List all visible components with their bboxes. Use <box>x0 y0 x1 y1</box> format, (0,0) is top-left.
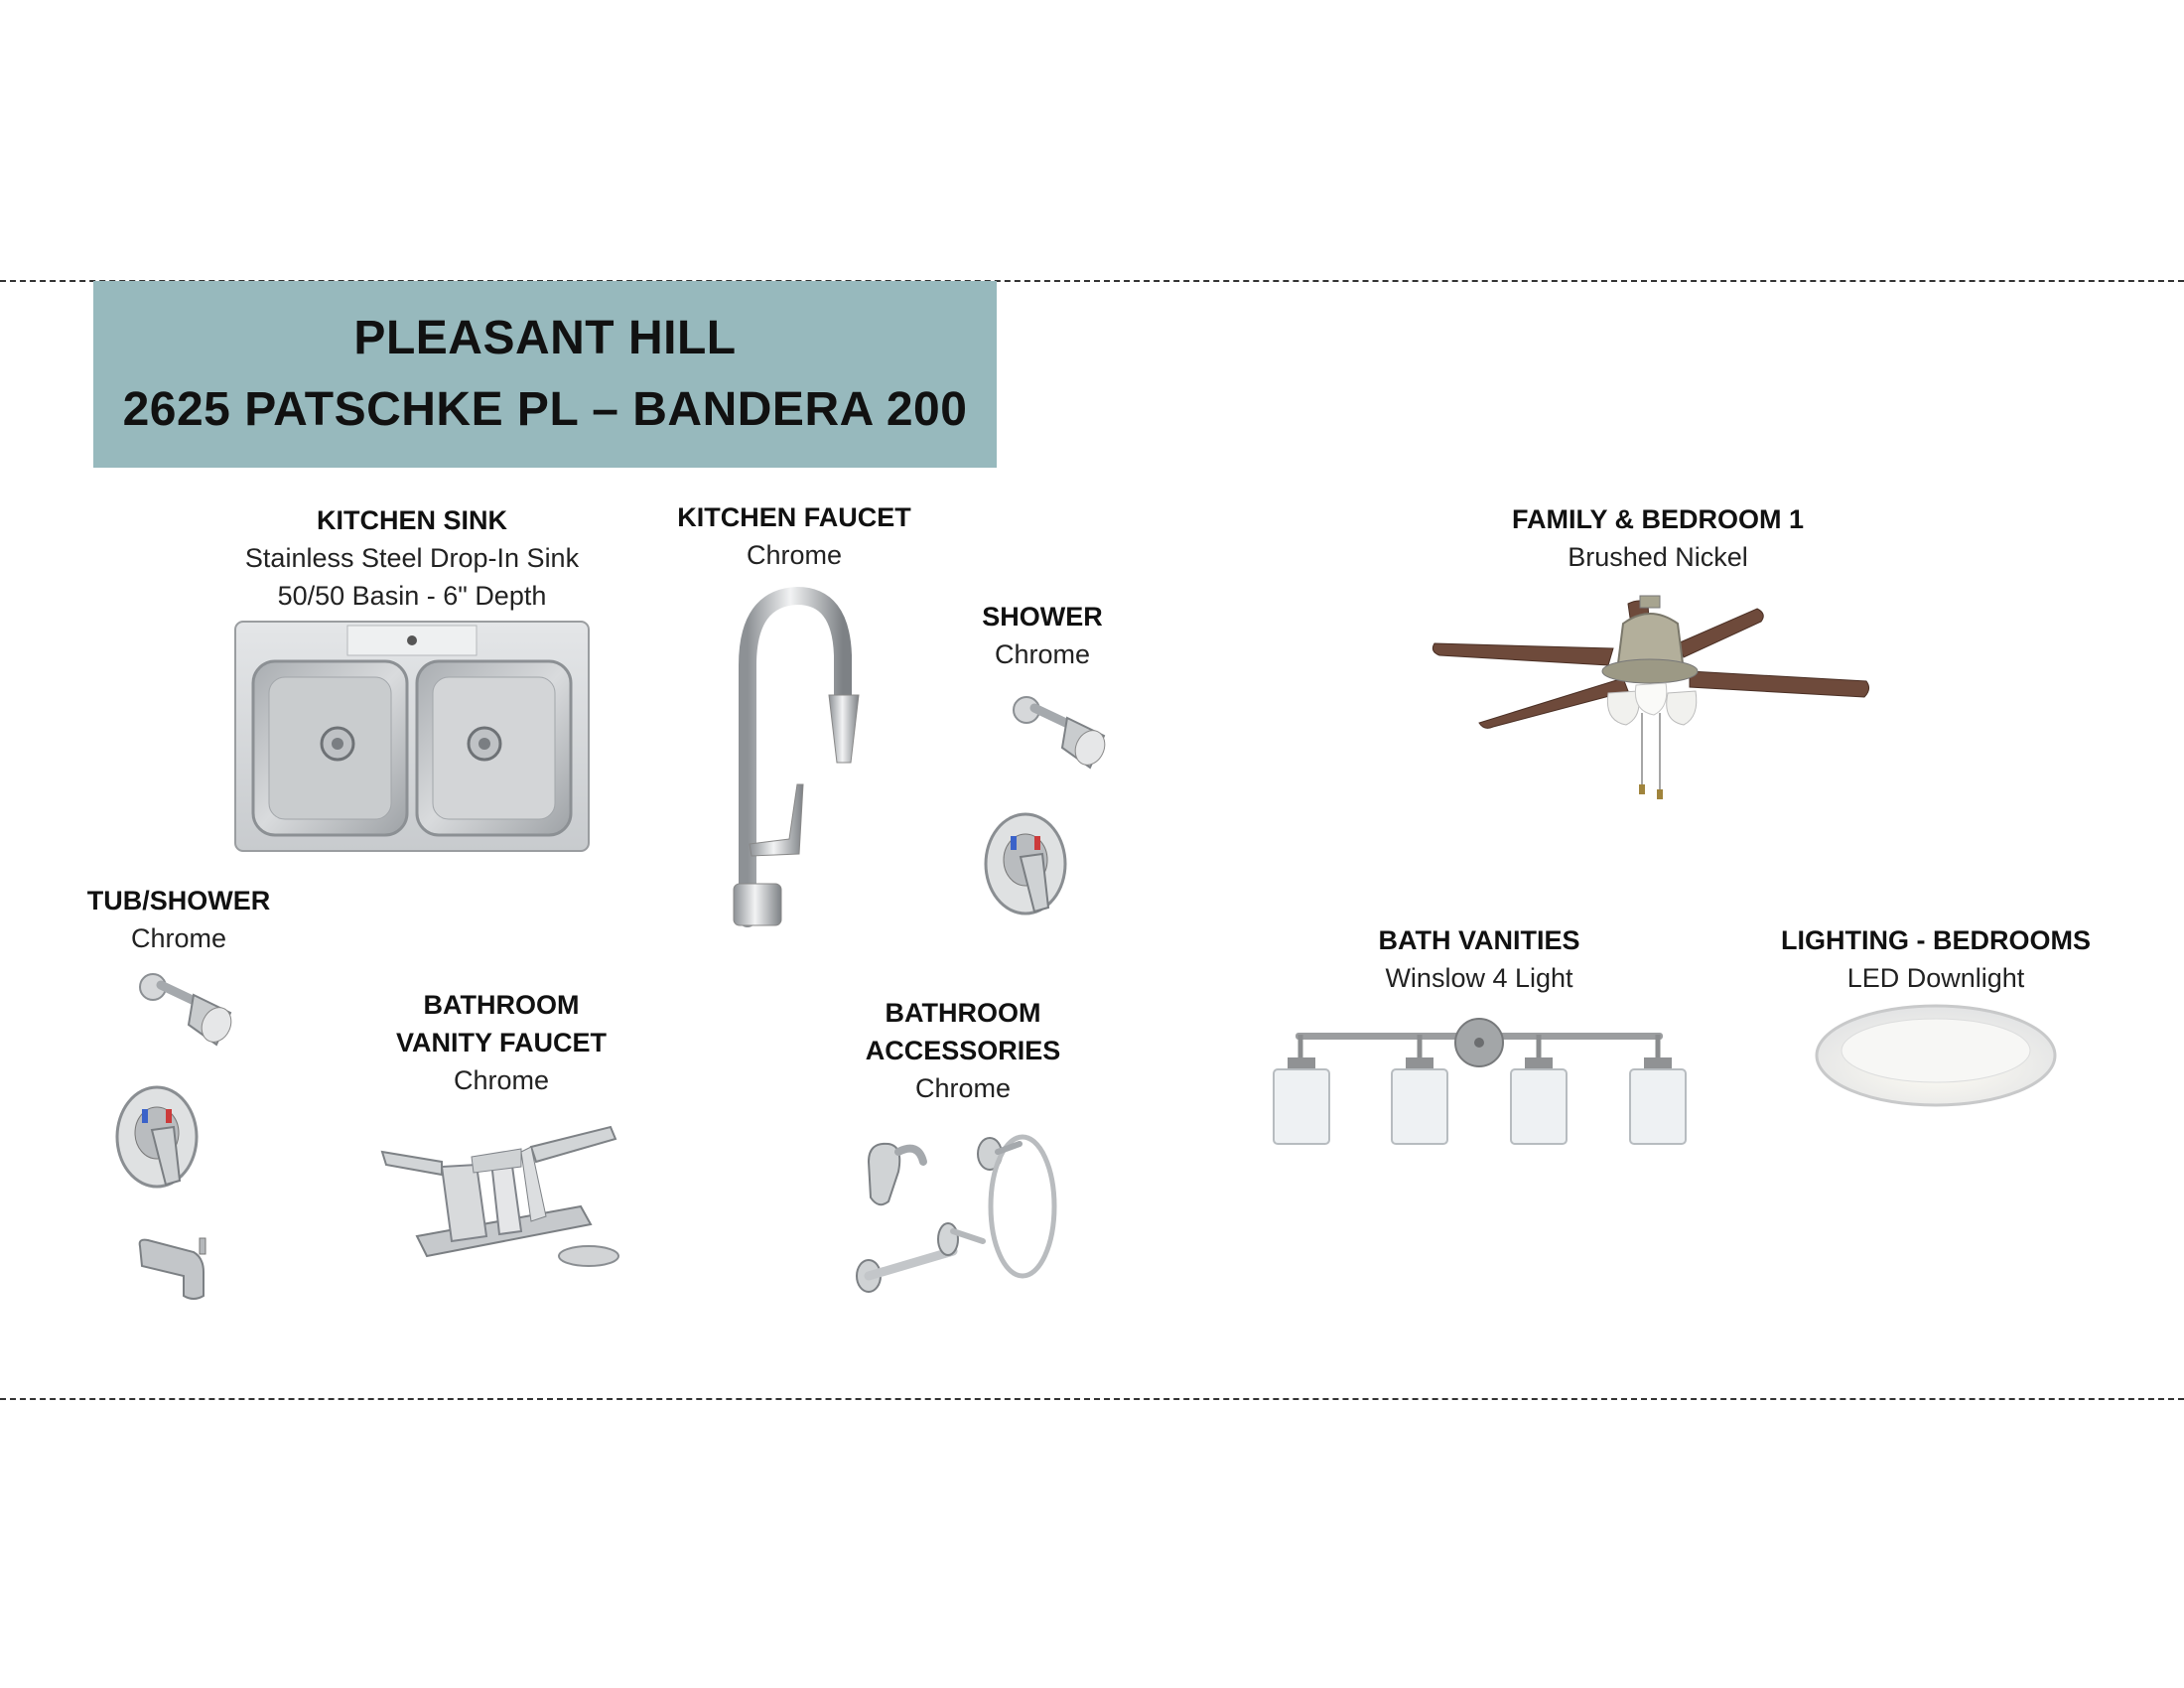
ceiling-fan-heading: FAMILY & BEDROOM 1 <box>1511 504 1805 534</box>
kitchen-sink-desc-1: Stainless Steel Drop-In Sink <box>244 543 580 573</box>
ceiling-fan-label <box>1449 500 1866 576</box>
kitchen-sink-image <box>233 620 591 853</box>
accessories-heading-2: ACCESSORIES <box>865 1036 1061 1065</box>
vanity-faucet-image <box>372 1107 630 1276</box>
shower-heading: SHOWER <box>982 602 1103 632</box>
title-line-2: 2625 PATSCHKE PL – BANDERA 200 <box>122 383 968 436</box>
bath-vanities-desc: Winslow 4 Light <box>1385 963 1573 993</box>
kitchen-sink-desc-2: 50/50 Basin - 6" Depth <box>277 581 547 611</box>
lighting-bedrooms-heading: LIGHTING - BEDROOMS <box>1781 925 2091 955</box>
tub-shower-valve-image <box>114 1085 204 1195</box>
title-banner <box>93 281 997 468</box>
ceiling-fan-desc: Brushed Nickel <box>1568 542 1748 572</box>
vanity-faucet-heading-1: BATHROOM <box>423 990 580 1020</box>
kitchen-faucet-heading: KITCHEN FAUCET <box>677 502 911 532</box>
vanity-faucet-heading-2: VANITY FAUCET <box>395 1028 608 1057</box>
lighting-bedrooms-label <box>1762 921 2110 997</box>
bath-vanities-label <box>1350 921 1608 997</box>
shower-label <box>953 598 1132 673</box>
kitchen-faucet-image <box>720 586 869 928</box>
vanity-faucet-desc: Chrome <box>453 1065 550 1095</box>
tub-shower-desc: Chrome <box>130 923 227 953</box>
tub-shower-label <box>79 882 278 957</box>
kitchen-faucet-label <box>655 498 933 574</box>
title-line-1: PLEASANT HILL <box>353 312 737 364</box>
shower-desc: Chrome <box>994 639 1091 669</box>
lighting-bedrooms-desc: LED Downlight <box>1846 963 2025 993</box>
vanity-light-image <box>1266 1013 1693 1147</box>
tub-shower-head-image <box>139 965 238 1050</box>
bottom-dashed-rule <box>0 1398 2184 1400</box>
shower-head-image <box>1013 688 1112 773</box>
accessories-image <box>849 1132 1087 1306</box>
accessories-label <box>839 994 1087 1107</box>
led-downlight-image <box>1812 1001 2060 1110</box>
kitchen-sink-heading: KITCHEN SINK <box>316 505 507 535</box>
accessories-desc: Chrome <box>914 1073 1012 1103</box>
ceiling-fan-image <box>1430 594 1876 802</box>
accessories-heading-1: BATHROOM <box>885 998 1041 1028</box>
bath-vanities-heading: BATH VANITIES <box>1378 925 1580 955</box>
tub-shower-heading: TUB/SHOWER <box>86 886 271 915</box>
vanity-faucet-label <box>367 986 635 1099</box>
kitchen-sink-label <box>213 501 611 615</box>
shower-valve-image <box>983 812 1072 921</box>
tub-spout-image <box>134 1236 213 1306</box>
kitchen-faucet-desc: Chrome <box>746 540 843 570</box>
